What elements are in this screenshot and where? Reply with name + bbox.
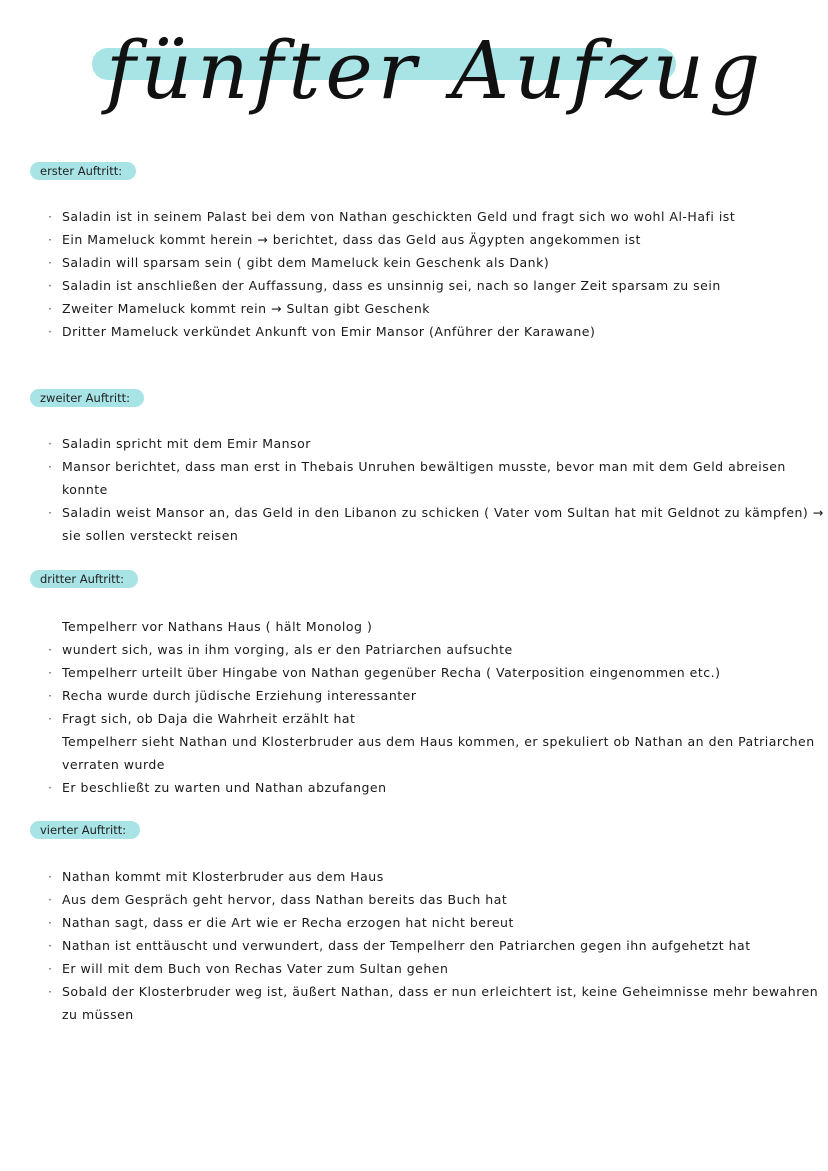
section-heading-3: dritter Auftritt: <box>30 570 138 588</box>
list-item: · Er beschließt zu warten und Nathan abzufangen <box>48 776 824 799</box>
list-item: · Tempelherr urteilt über Hingabe von Nathan gegenüber Recha ( Vaterposition eingenommen etc.) <box>48 661 824 684</box>
list-item: · Saladin ist in seinem Palast bei dem von Nathan geschickten Geld und fragt sich wo wohl Al-Hafi ist <box>48 205 824 228</box>
section-list-1 <box>48 205 824 343</box>
list-item: · Nathan sagt, dass er die Art wie er Recha erzogen hat nicht bereut <box>48 911 824 934</box>
list-item: · wundert sich, was in ihm vorging, als er den Patriarchen aufsuchte <box>48 638 824 661</box>
section-heading-4: vierter Auftritt: <box>30 821 140 839</box>
section-heading-2: zweiter Auftritt: <box>30 389 144 407</box>
list-item: · Nathan kommt mit Klosterbruder aus dem Haus <box>48 865 824 888</box>
list-item: · Nathan ist enttäuscht und verwundert, dass der Tempelherr den Patriarchen gegen ihn aufgehetzt hat <box>48 934 824 957</box>
section-heading-1: erster Auftritt: <box>30 162 136 180</box>
list-item: Tempelherr sieht Nathan und Klosterbruder aus dem Haus kommen, er spekuliert ob Nathan an den Patriarchen verraten wurde <box>62 734 815 772</box>
list-item: · Saladin will sparsam sein ( gibt dem Mameluck kein Geschenk als Dank) <box>48 251 824 274</box>
section-list-2 <box>48 432 824 547</box>
list-item: · Zweiter Mameluck kommt rein → Sultan gibt Geschenk <box>48 297 824 320</box>
list-item: · Fragt sich, ob Daja die Wahrheit erzählt hat <box>48 707 824 730</box>
list-item: · Saladin weist Mansor an, das Geld in den Libanon zu schicken ( Vater vom Sultan hat mit Geldnot zu kämpfen) → sie sollen versteckt reisen <box>48 501 824 547</box>
list-item: · Aus dem Gespräch geht hervor, dass Nathan bereits das Buch hat <box>48 888 824 911</box>
section-list-3 <box>48 615 824 799</box>
list-item: · Saladin ist anschließen der Auffassung, dass es unsinnig sei, nach so langer Zeit sparsam zu sein <box>48 274 824 297</box>
list-item: · Dritter Mameluck verkündet Ankunft von Emir Mansor (Anführer der Karawane) <box>48 320 824 343</box>
section-list-4 <box>48 865 824 1026</box>
list-item: · Saladin spricht mit dem Emir Mansor <box>48 432 824 455</box>
list-item: · Sobald der Klosterbruder weg ist, äußert Nathan, dass er nun erleichtert ist, keine Geheimnisse mehr bewahren zu müssen <box>48 980 824 1026</box>
list-item: · Er will mit dem Buch von Rechas Vater zum Sultan gehen <box>48 957 824 980</box>
list-item: Tempelherr vor Nathans Haus ( hält Monolog ) <box>62 619 373 634</box>
list-item: · Ein Mameluck kommt herein → berichtet, dass das Geld aus Ägypten angekommen ist <box>48 228 824 251</box>
page-title: fünfter Aufzug <box>106 24 766 117</box>
title-area <box>92 14 766 144</box>
list-item: · Mansor berichtet, dass man erst in Thebais Unruhen bewältigen musste, bevor man mit dem Geld abreisen konnte <box>48 455 824 501</box>
list-item: · Recha wurde durch jüdische Erziehung interessanter <box>48 684 824 707</box>
